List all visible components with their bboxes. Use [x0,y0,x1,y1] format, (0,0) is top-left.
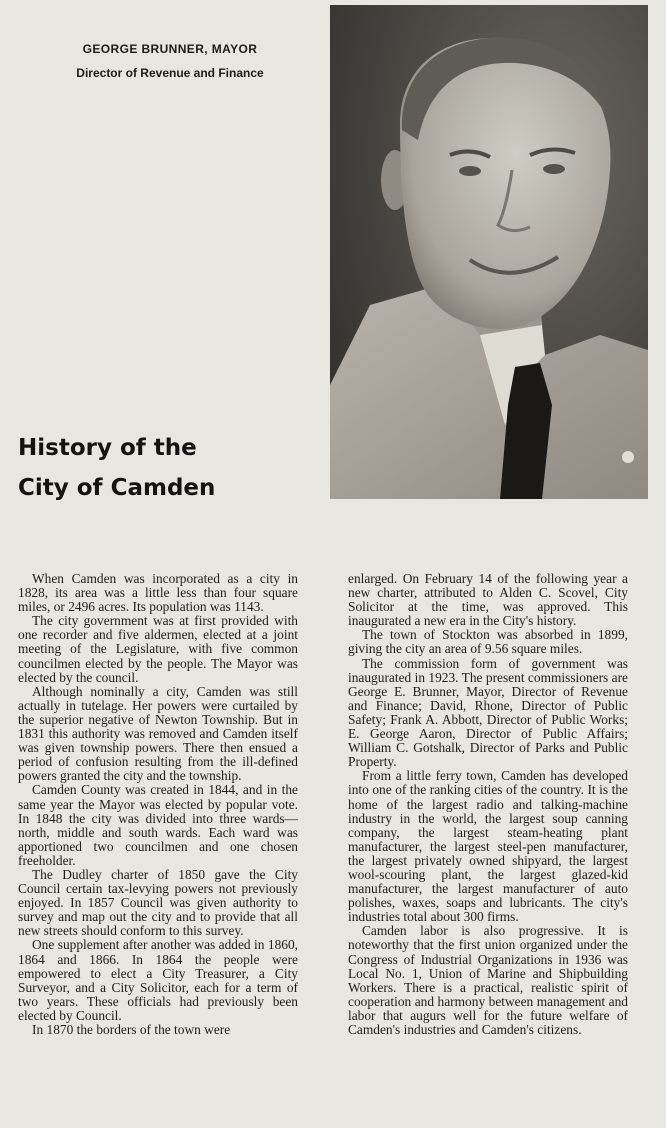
heading-line-2: City of Camden [18,475,216,501]
right-column [348,572,628,1037]
paragraph: enlarged. On February 14 of the following year a new charter, attributed to Alden C. Scovel, City Solicitor at the time, was approved. This inaugurated a new era in the City's history. [348,571,628,629]
article-heading [18,428,318,508]
paragraph: When Camden was incorporated as a city in 1828, its area was a little less than four square miles, or 2496 acres. Its population was 1143. [18,571,298,615]
paragraph: One supplement after another was added in 1860, 1864 and 1866. In 1864 the people were empowered to elect a City Treasurer, a City Surveyor, and a City Solicitor, each for a term of two years. These officials had previously been elected by Council. [18,937,298,1023]
portrait-illustration [330,5,648,499]
paragraph: The town of Stockton was absorbed in 1899, giving the city an area of 9.56 square miles. [348,627,628,657]
paragraph: The Dudley charter of 1850 gave the City Council certain tax-levying powers not previously enjoyed. In 1857 Council was given authority to survey and map out the city and to provide that all new streets should conform to this survey. [18,866,298,939]
paragraph: From a little ferry town, Camden has developed into one of the ranking cities of the country. It is the home of the largest radio and talking-machine industry in the world, the largest soup canning company, the largest steam-heating plant manufacturer, the largest steel-pen manufacturer, the largest privately owned shipyard, the largest wool-scouring plant, the largest glazed-kid manufacturer, the largest manufacturer of auto polishes, waxes, soaps and lubricants. The city's industries total about 300 firms. [348,768,628,925]
paragraph: Camden labor is also progressive. It is noteworthy that the first union organized under the Congress of Industrial Organizations in 1936 was Local No. 1, Union of Marine and Shipbuilding Workers. There is a practical, realistic spirit of cooperation and harmony between management and labor that augurs well for the future welfare of Camden's industries and Camden's citizens. [348,923,628,1037]
photo-caption [20,42,320,80]
paragraph: In 1870 the borders of the town were [32,1022,231,1037]
portrait-photo [330,5,648,499]
caption-role: Director of Revenue and Finance [76,66,264,80]
paragraph: Camden County was created in 1844, and in the same year the Mayor was elected by popular vote. In 1848 the city was divided into three wards—north, middle and south wards. Each ward was apportioned two councilmen and one chosen freeholder. [18,782,298,868]
left-column [18,572,298,1037]
paragraph: The city government was at first provided with one recorder and five aldermen, elected at a joint meeting of the Legislature, with five common councilmen elected by the people. The Mayor was elected by the council. [18,613,298,685]
caption-name: GEORGE BRUNNER, MAYOR [82,42,258,56]
heading-line-1: History of the [18,435,197,461]
paragraph: The commission form of government was inaugurated in 1923. The present commissioners are George E. Brunner, Mayor, Director of Revenue and Finance; David, Rhone, Director of Public Safety; Frank A. Abbott, Director of Public Works; E. George Aaron, Director of Public Affairs; William C. Gotshalk, Director of Parks and Public Property. [348,655,628,770]
paragraph: Although nominally a city, Camden was still actually in tutelage. Her powers were curtailed by the superior negative of Newton Township. But in 1831 this authority was removed and Camden itself was given township powers. There then ensued a period of confusion resulting from the ill-defined powers granted the city and the township. [18,683,298,784]
